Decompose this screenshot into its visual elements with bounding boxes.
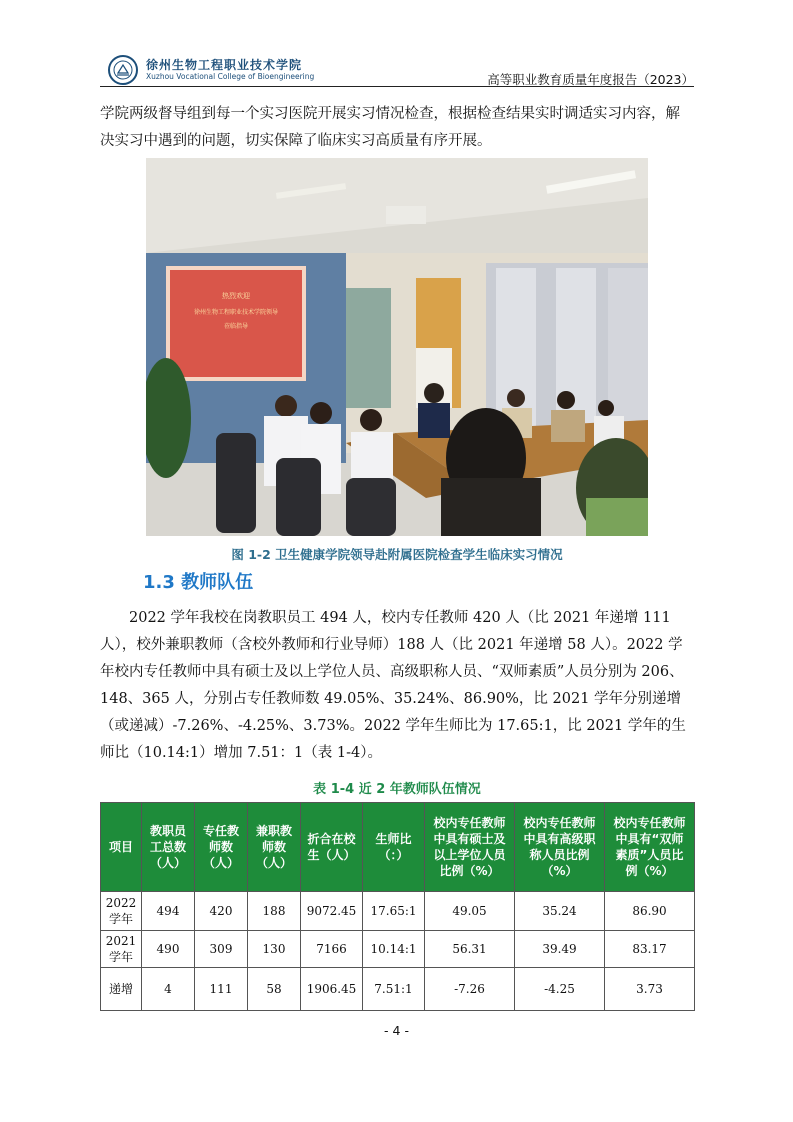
table-cell: 1906.45	[301, 968, 363, 1011]
table-header-cell: 校内专任教师中具有硕士及以上学位人员比例（%）	[425, 803, 515, 892]
intro-paragraph: 学院两级督导组到每一个实习医院开展实习情况检查，根据检查结果实时调适实习内容，解决实习中遇到的问题，切实保障了临床实习高质量有序开展。	[100, 106, 680, 149]
table-cell: 56.31	[425, 931, 515, 968]
table-row	[101, 892, 695, 931]
table-row	[101, 931, 695, 968]
table-cell: 420	[195, 892, 248, 931]
table-cell: 17.65:1	[363, 892, 425, 931]
table-cell: 309	[195, 931, 248, 968]
table-cell: 2022学年	[101, 892, 142, 931]
table-cell: -7.26	[425, 968, 515, 1011]
table-row	[101, 968, 695, 1011]
header-divider	[100, 86, 694, 87]
meeting-photo	[146, 158, 648, 536]
college-name-cn: 徐州生物工程职业技术学院	[146, 58, 303, 72]
table-cell: 188	[248, 892, 301, 931]
table-header-cell: 折合在校生（人）	[301, 803, 363, 892]
college-logo-icon	[108, 55, 138, 85]
report-title: 高等职业教育质量年度报告（2023）	[487, 72, 694, 87]
table-cell: 10.14:1	[363, 931, 425, 968]
table-cell: 490	[142, 931, 195, 968]
table-title: 表 1-4 近 2 年教师队伍情况	[313, 782, 481, 797]
table-cell: 35.24	[515, 892, 605, 931]
college-name-en: Xuzhou Vocational College of Bioengineering	[146, 72, 315, 81]
body-paragraph: 2022 学年我校在岗教职员工 494 人，校内专任教师 420 人（比 2021 年递增 111 人），校外兼职教师（含校外教师和行业导师）188 人（比 2021 年递增 58 人）。2022 学年校内专任教师中具有硕士及以上学位人员、高级职称人员、“双师素质”人员分别为 206、148、365 人，分别占专任教师数 49.05%、35.24%、86.90%，比 2021 学年分别递增（或递减）-7.26%、-4.25%、3.73%。2022 学年生师比为 17.65:1，比 2021 学年的生师比（10.14:1）增加 7.51：1（表 1-4）。	[100, 610, 686, 761]
table-cell: 4	[142, 968, 195, 1011]
table-header-cell: 项目	[101, 803, 142, 892]
table-cell: -4.25	[515, 968, 605, 1011]
table-cell: 7.51:1	[363, 968, 425, 1011]
table-header-cell: 校内专任教师中具有高级职称人员比例（%）	[515, 803, 605, 892]
table-header-row	[101, 803, 695, 892]
table-header-cell: 专任教师数（人）	[195, 803, 248, 892]
table-cell: 39.49	[515, 931, 605, 968]
screen-text-2: 徐州生物工程职业技术学院领导	[193, 309, 279, 316]
page-number: - 4 -	[384, 1023, 409, 1038]
table-cell: 递增	[101, 968, 142, 1011]
table-cell: 58	[248, 968, 301, 1011]
table-cell: 86.90	[605, 892, 695, 931]
figure-caption: 图 1-2 卫生健康学院领导赴附属医院检查学生临床实习情况	[231, 547, 563, 562]
table-header-cell: 校内专任教师中具有“双师素质”人员比例（%）	[605, 803, 695, 892]
table-cell: 111	[195, 968, 248, 1011]
table-cell: 9072.45	[301, 892, 363, 931]
screen-text-3: 莅临指导	[223, 323, 249, 330]
table-cell: 130	[248, 931, 301, 968]
table-header-cell: 教职员工总数（人）	[142, 803, 195, 892]
table-cell: 83.17	[605, 931, 695, 968]
table-cell: 7166	[301, 931, 363, 968]
table-cell: 2021学年	[101, 931, 142, 968]
table-cell: 494	[142, 892, 195, 931]
table-cell: 49.05	[425, 892, 515, 931]
screen-text-1: 热烈欢迎	[222, 292, 250, 300]
teacher-stats-table	[100, 802, 695, 1011]
table-header-cell: 生师比（：）	[363, 803, 425, 892]
section-title: 1.3 教师队伍	[143, 572, 254, 593]
table-cell: 3.73	[605, 968, 695, 1011]
table-header-cell: 兼职教师数（人）	[248, 803, 301, 892]
page-header	[100, 50, 694, 86]
